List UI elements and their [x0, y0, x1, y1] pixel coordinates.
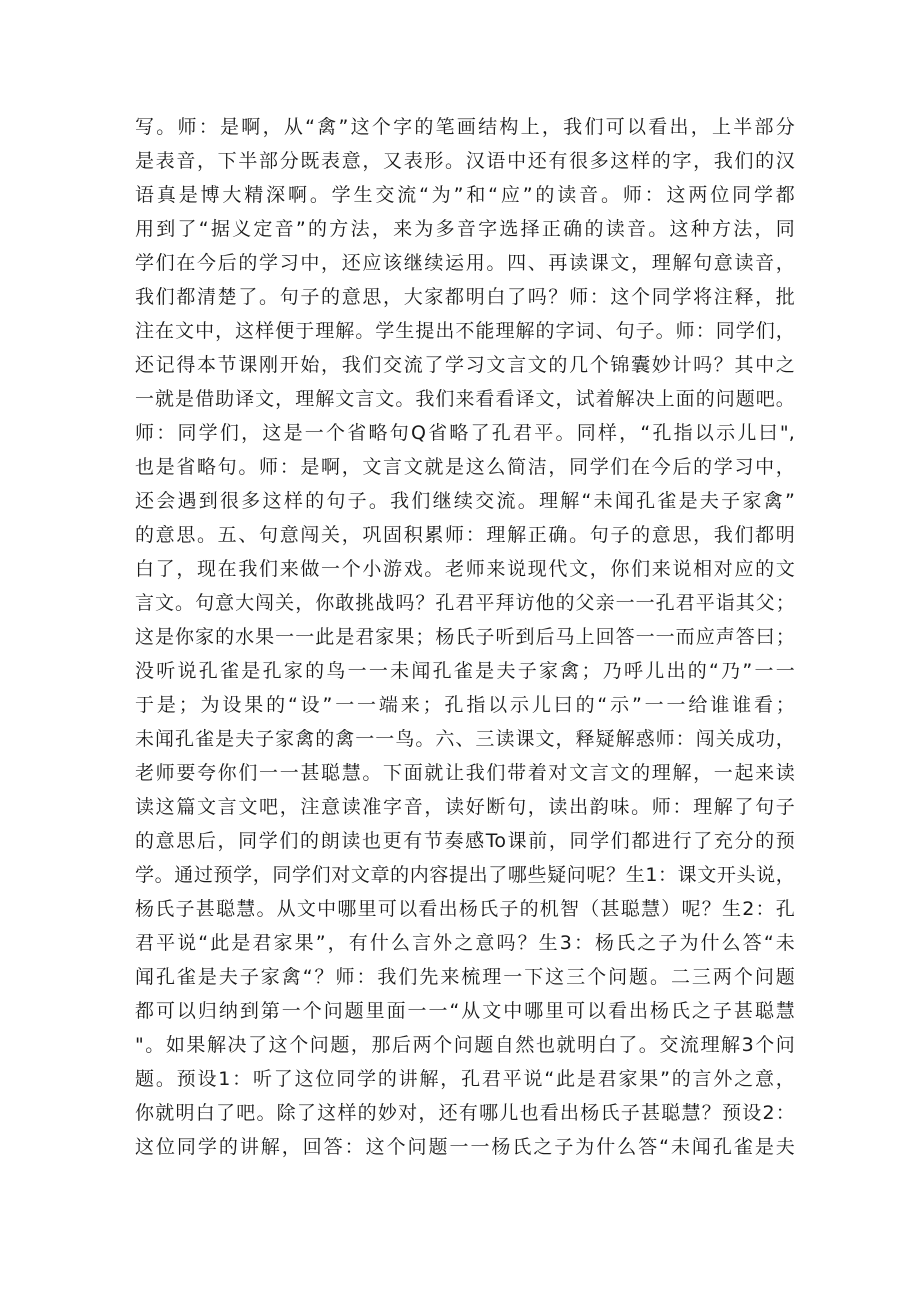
text-line: 语真是博大精深啊。学生交流“为”和“应”的读音。师：这两位同学都: [135, 184, 795, 206]
text-line: 我们都清楚了。句子的意思，大家都明白了吗？师：这个同学将注释，批: [135, 286, 795, 308]
text-line: 君平说“此是君家果”，有什么言外之意吗？生3：杨氏之子为什么答“未: [135, 932, 795, 954]
text-line: 是表音，下半部分既表意，又表形。汉语中还有很多这样的字，我们的汉: [135, 150, 795, 172]
text-line: 老师要夸你们一一甚聪慧。下面就让我们带着对文言文的理解，一起来读: [135, 762, 795, 784]
text-line: 写。师：是啊，从“禽”这个字的笔画结构上，我们可以看出，上半部分: [135, 116, 795, 138]
text-line: 的意思。五、句意闯关，巩固积累师：理解正确。句子的意思，我们都明: [135, 524, 795, 546]
text-line: 学们在今后的学习中，还应该继续运用。四、再读课文，理解句意读音，: [135, 252, 795, 274]
text-line: 的意思后，同学们的朗读也更有节奏感To课前，同学们都进行了充分的预: [135, 830, 795, 852]
text-line: 言文。句意大闯关，你敢挑战吗？孔君平拜访他的父亲一一孔君平诣其父；: [135, 592, 795, 614]
text-line: 一就是借助译文，理解文言文。我们来看看译文，试着解决上面的问题吧。: [135, 388, 795, 410]
text-line: 还记得本节课刚开始，我们交流了学习文言文的几个锦囊妙计吗？其中之: [135, 354, 795, 376]
text-line: 师：同学们，这是一个省略句Q省略了孔君平。同样，“孔指以示儿曰",: [135, 422, 795, 444]
text-line: 还会遇到很多这样的句子。我们继续交流。理解“未闻孔雀是夫子家禽”: [135, 490, 795, 512]
text-line: 题。预设1：听了这位同学的讲解，孔君平说“此是君家果”的言外之意，: [135, 1068, 795, 1090]
body-text: [135, 110, 795, 1164]
text-line: 也是省略句。师：是啊，文言文就是这么简洁，同学们在今后的学习中，: [135, 456, 795, 478]
text-line: 白了，现在我们来做一个小游戏。老师来说现代文，你们来说相对应的文: [135, 558, 795, 580]
text-line: 没听说孔雀是孔家的鸟一一未闻孔雀是夫子家禽；乃呼儿出的“乃”一一: [135, 660, 795, 682]
text-line: 学。通过预学，同学们对文章的内容提出了哪些疑问呢？生1：课文开头说，: [135, 864, 795, 886]
text-line: "。如果解决了这个问题，那后两个问题自然也就明白了。交流理解3个问: [135, 1034, 795, 1056]
text-line: 未闻孔雀是夫子家禽的禽一一鸟。六、三读课文，释疑解惑师：闯关成功，: [135, 728, 795, 750]
text-line: 杨氏子甚聪慧。从文中哪里可以看出杨氏子的机智（甚聪慧）呢？生2：孔: [135, 898, 795, 920]
text-line: 读这篇文言文吧，注意读准字音，读好断句，读出韵味。师：理解了句子: [135, 796, 795, 818]
text-line: 用到了“据义定音”的方法，来为多音字选择正确的读音。这种方法，同: [135, 218, 795, 240]
text-line: 闻孔雀是夫子家禽“？师：我们先来梳理一下这三个问题。二三两个问题: [135, 966, 795, 988]
text-line: 都可以归纳到第一个问题里面一一“从文中哪里可以看出杨氏之子甚聪慧: [135, 1000, 795, 1022]
text-line: 这是你家的水果一一此是君家果；杨氏子听到后马上回答一一而应声答曰；: [135, 626, 795, 648]
text-line: 于是；为设果的“设”一一端来；孔指以示儿曰的“示”一一给谁谁看；: [135, 694, 795, 716]
text-line: 你就明白了吧。除了这样的妙对，还有哪儿也看出杨氏子甚聪慧？预设2：: [135, 1102, 795, 1124]
text-line: 这位同学的讲解，回答：这个问题一一杨氏之子为什么答“未闻孔雀是夫: [135, 1136, 795, 1158]
text-line: 注在文中，这样便于理解。学生提出不能理解的字词、句子。师：同学们，: [135, 320, 795, 342]
